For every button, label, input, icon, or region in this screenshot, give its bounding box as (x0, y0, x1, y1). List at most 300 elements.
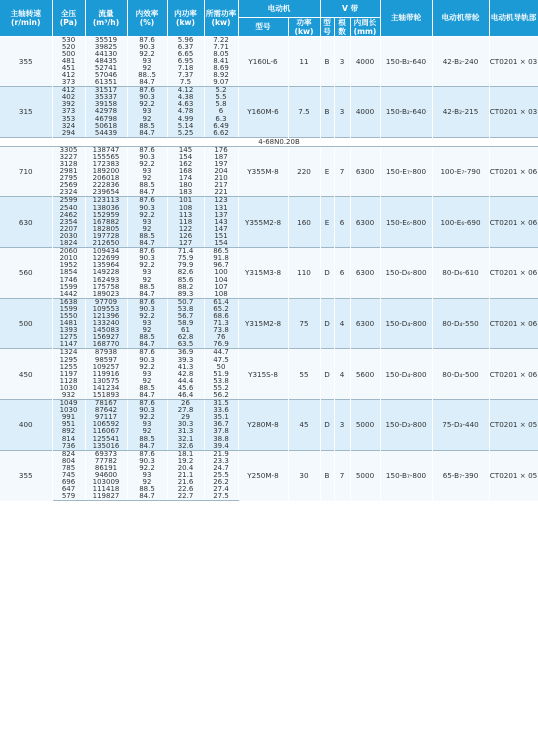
required-power-cell: 137 (204, 212, 238, 219)
internal-power-cell: 4.63 (167, 101, 204, 108)
flow-cell: 151893 (85, 392, 127, 400)
internal-power-cell: 18.1 (167, 450, 204, 458)
flow-cell: 206018 (85, 175, 127, 182)
required-power-cell: 176 (204, 146, 238, 154)
motor-model-cell: Y280M-8 (238, 400, 288, 451)
required-power-cell: 76 (204, 334, 238, 341)
table-row (0, 298, 538, 306)
internal-power-cell: 85.6 (167, 277, 204, 284)
internal-power-cell: 162 (167, 161, 204, 168)
required-power-cell: 154 (204, 240, 238, 248)
pressure-cell: 804 (52, 458, 85, 465)
motor-model-cell: Y250M-8 (238, 450, 288, 501)
spindle-pulley-cell: 150-B₂-640 (380, 36, 432, 87)
efficiency-cell: 87.6 (127, 400, 167, 408)
flow-cell: 103009 (85, 479, 127, 486)
efficiency-cell: 88.5 (127, 334, 167, 341)
vbelt-type-cell: D (320, 248, 334, 299)
flow-cell: 97117 (85, 414, 127, 421)
flow-cell: 111418 (85, 486, 127, 493)
efficiency-cell: 87.6 (127, 349, 167, 357)
required-power-cell: 187 (204, 154, 238, 161)
efficiency-cell: 90.3 (127, 44, 167, 51)
vbelt-type-cell: D (320, 400, 334, 451)
efficiency-cell: 93 (127, 108, 167, 115)
efficiency-cell: 92 (127, 65, 167, 72)
efficiency-cell: 88.5 (127, 486, 167, 493)
flow-cell: 50618 (85, 123, 127, 130)
flow-cell: 52741 (85, 65, 127, 72)
flow-cell: 168770 (85, 341, 127, 349)
table-row (0, 146, 538, 154)
vbelt-count-cell: 4 (334, 298, 350, 349)
flow-cell: 46798 (85, 116, 127, 123)
speed-group (0, 87, 538, 138)
pressure-cell: 2207 (52, 226, 85, 233)
efficiency-cell: 84.7 (127, 392, 167, 400)
required-power-cell: 27.5 (204, 493, 238, 501)
pressure-cell: 2795 (52, 175, 85, 182)
motor-model-cell: Y160M-6 (238, 87, 288, 138)
internal-power-cell: 4.78 (167, 108, 204, 115)
motor-rail-cell: CT0201 × 06 (489, 248, 538, 299)
motor-rail-cell: CT0201 × 06 (489, 197, 538, 248)
motor-power-cell: 75 (288, 298, 320, 349)
internal-power-cell: 22.7 (167, 493, 204, 501)
header-vbelt-count: 根数 (334, 17, 350, 36)
flow-cell: 121396 (85, 313, 127, 320)
motor-pulley-cell: 75-D₃-440 (432, 400, 489, 451)
speed-cell: 400 (0, 400, 52, 451)
internal-power-cell: 50.7 (167, 298, 204, 306)
pressure-cell: 932 (52, 392, 85, 400)
flow-cell: 97709 (85, 298, 127, 306)
efficiency-cell: 90.3 (127, 357, 167, 364)
efficiency-cell: 90.3 (127, 94, 167, 101)
pressure-cell: 824 (52, 450, 85, 458)
required-power-cell: 6 (204, 108, 238, 115)
efficiency-cell: 92.2 (127, 313, 167, 320)
internal-power-cell: 4.99 (167, 116, 204, 123)
spindle-pulley-cell: 150-D₄-800 (380, 349, 432, 400)
header-motor-rail: 电动机导轨部 (489, 0, 538, 36)
pressure-cell: 324 (52, 123, 85, 130)
pressure-cell: 814 (52, 436, 85, 443)
efficiency-cell: 92 (127, 277, 167, 284)
required-power-cell: 6.62 (204, 130, 238, 138)
internal-power-cell: 53.8 (167, 306, 204, 313)
pressure-cell: 1599 (52, 284, 85, 291)
pressure-cell: 1442 (52, 291, 85, 299)
internal-power-cell: 127 (167, 240, 204, 248)
model-note-row (0, 137, 538, 146)
vbelt-length-cell: 4000 (350, 36, 380, 87)
pressure-cell: 1049 (52, 400, 85, 408)
header-motor-power: 功率 (kw) (288, 17, 320, 36)
speed-cell: 355 (0, 36, 52, 87)
efficiency-cell: 84.7 (127, 291, 167, 299)
motor-rail-cell: CT0201 × 06 (489, 146, 538, 197)
header-pressure: 全压 (Pa) (52, 0, 85, 36)
required-power-cell: 55.2 (204, 385, 238, 392)
required-power-cell: 8.92 (204, 72, 238, 79)
flow-cell: 155565 (85, 154, 127, 161)
internal-power-cell: 62.8 (167, 334, 204, 341)
header-vbelt-type: 型号 (320, 17, 334, 36)
internal-power-cell: 30.3 (167, 421, 204, 428)
pressure-cell: 451 (52, 65, 85, 72)
pressure-cell: 696 (52, 479, 85, 486)
flow-cell: 35337 (85, 94, 127, 101)
motor-pulley-cell: 80-D₄-500 (432, 349, 489, 400)
efficiency-cell: 84.7 (127, 341, 167, 349)
flow-cell: 145083 (85, 327, 127, 334)
pressure-cell: 2324 (52, 189, 85, 197)
empty-cell (85, 137, 127, 146)
pressure-cell: 530 (52, 36, 85, 44)
efficiency-cell: 88.5 (127, 385, 167, 392)
vbelt-type-cell: E (320, 197, 334, 248)
vbelt-count-cell: 3 (334, 400, 350, 451)
internal-power-cell: 154 (167, 154, 204, 161)
efficiency-cell: 88.5 (127, 182, 167, 189)
pressure-cell: 991 (52, 414, 85, 421)
pressure-cell: 3305 (52, 146, 85, 154)
pressure-cell: 2462 (52, 212, 85, 219)
table-header (0, 0, 538, 36)
empty-cell (127, 137, 167, 146)
flow-cell: 39825 (85, 44, 127, 51)
internal-power-cell: 122 (167, 226, 204, 233)
efficiency-cell: 84.7 (127, 189, 167, 197)
required-power-cell: 50 (204, 364, 238, 371)
vbelt-length-cell: 6300 (350, 298, 380, 349)
table-row (0, 349, 538, 357)
efficiency-cell: 92.2 (127, 262, 167, 269)
pressure-cell: 353 (52, 116, 85, 123)
internal-power-cell: 20.4 (167, 465, 204, 472)
motor-rail-cell: CT0201 × 06 (489, 349, 538, 400)
pressure-cell: 1030 (52, 407, 85, 414)
required-power-cell: 7.22 (204, 36, 238, 44)
header-flow: 流量 (m³/h) (85, 0, 127, 36)
vbelt-length-cell: 4000 (350, 87, 380, 138)
speed-group (0, 197, 538, 248)
internal-power-cell: 7.18 (167, 65, 204, 72)
required-power-cell: 71.3 (204, 320, 238, 327)
internal-power-cell: 118 (167, 219, 204, 226)
header-efficiency: 内效率 (%) (127, 0, 167, 36)
vbelt-length-cell: 5600 (350, 349, 380, 400)
efficiency-cell: 88.5 (127, 233, 167, 240)
motor-model-cell: Y355M2-8 (238, 197, 288, 248)
internal-power-cell: 61 (167, 327, 204, 334)
flow-cell: 86191 (85, 465, 127, 472)
vbelt-type-cell: B (320, 36, 334, 87)
motor-power-cell: 160 (288, 197, 320, 248)
required-power-cell: 147 (204, 226, 238, 233)
internal-power-cell: 183 (167, 189, 204, 197)
pressure-cell: 1599 (52, 306, 85, 313)
required-power-cell: 73.8 (204, 327, 238, 334)
required-power-cell: 39.4 (204, 443, 238, 451)
internal-power-cell: 145 (167, 146, 204, 154)
empty-cell (52, 137, 85, 146)
efficiency-cell: 93 (127, 58, 167, 65)
internal-power-cell: 22.6 (167, 486, 204, 493)
vbelt-count-cell: 7 (334, 146, 350, 197)
efficiency-cell: 87.6 (127, 298, 167, 306)
pressure-cell: 412 (52, 87, 85, 95)
flow-cell: 78167 (85, 400, 127, 408)
vbelt-type-cell: D (320, 298, 334, 349)
required-power-cell: 65.2 (204, 306, 238, 313)
motor-model-cell: Y315M3-8 (238, 248, 288, 299)
motor-model-cell: Y315M2-8 (238, 298, 288, 349)
efficiency-cell: 92.2 (127, 364, 167, 371)
motor-pulley-cell: 100-E₇-790 (432, 146, 489, 197)
internal-power-cell: 21.6 (167, 479, 204, 486)
empty-cell (380, 137, 432, 146)
vbelt-type-cell: E (320, 146, 334, 197)
flow-cell: 69373 (85, 450, 127, 458)
pressure-cell: 1393 (52, 327, 85, 334)
pressure-cell: 373 (52, 108, 85, 115)
flow-cell: 39158 (85, 101, 127, 108)
flow-cell: 156927 (85, 334, 127, 341)
efficiency-cell: 92 (127, 479, 167, 486)
flow-cell: 35519 (85, 36, 127, 44)
efficiency-cell: 84.7 (127, 79, 167, 87)
efficiency-cell: 92 (127, 226, 167, 233)
header-internal-power: 内功率 (kw) (167, 0, 204, 36)
required-power-cell: 25.5 (204, 472, 238, 479)
efficiency-cell: 93 (127, 168, 167, 175)
required-power-cell: 36.7 (204, 421, 238, 428)
flow-cell: 182805 (85, 226, 127, 233)
efficiency-cell: 93 (127, 269, 167, 276)
required-power-cell: 107 (204, 284, 238, 291)
vbelt-count-cell: 3 (334, 87, 350, 138)
internal-power-cell: 5.25 (167, 130, 204, 138)
pressure-cell: 2540 (52, 205, 85, 212)
speed-group (0, 400, 538, 451)
required-power-cell: 53.8 (204, 378, 238, 385)
speed-cell: 450 (0, 349, 52, 400)
flow-cell: 116067 (85, 428, 127, 435)
vbelt-length-cell: 6300 (350, 248, 380, 299)
required-power-cell: 96.7 (204, 262, 238, 269)
motor-pulley-cell: 80-D₄-550 (432, 298, 489, 349)
motor-rail-cell: CT0201 × 03 (489, 36, 538, 87)
speed-group (0, 298, 538, 349)
internal-power-cell: 42.8 (167, 371, 204, 378)
pressure-cell: 373 (52, 79, 85, 87)
vbelt-type-cell: D (320, 349, 334, 400)
pressure-cell: 1638 (52, 298, 85, 306)
flow-cell: 94600 (85, 472, 127, 479)
speed-cell: 560 (0, 248, 52, 299)
speed-cell: 630 (0, 197, 52, 248)
internal-power-cell: 168 (167, 168, 204, 175)
motor-rail-cell: CT0201 × 03 (489, 87, 538, 138)
pressure-cell: 1854 (52, 269, 85, 276)
pressure-cell: 294 (52, 130, 85, 138)
required-power-cell: 151 (204, 233, 238, 240)
spindle-pulley-cell: 150-B₂-640 (380, 87, 432, 138)
flow-cell: 57046 (85, 72, 127, 79)
motor-power-cell: 7.5 (288, 87, 320, 138)
pressure-cell: 2010 (52, 255, 85, 262)
efficiency-cell: 93 (127, 219, 167, 226)
pressure-cell: 1746 (52, 277, 85, 284)
internal-power-cell: 56.7 (167, 313, 204, 320)
efficiency-cell: 87.6 (127, 197, 167, 205)
header-vbelt-length: 内周长 (mm) (350, 17, 380, 36)
motor-pulley-cell: 100-E₆-690 (432, 197, 489, 248)
flow-cell: 109434 (85, 248, 127, 256)
efficiency-cell: 90.3 (127, 154, 167, 161)
internal-power-cell: 89.3 (167, 291, 204, 299)
pressure-cell: 1275 (52, 334, 85, 341)
flow-cell: 106592 (85, 421, 127, 428)
required-power-cell: 197 (204, 161, 238, 168)
flow-cell: 54439 (85, 130, 127, 138)
pressure-cell: 1147 (52, 341, 85, 349)
internal-power-cell: 180 (167, 182, 204, 189)
pressure-cell: 1255 (52, 364, 85, 371)
internal-power-cell: 126 (167, 233, 204, 240)
internal-power-cell: 19.2 (167, 458, 204, 465)
efficiency-cell: 84.7 (127, 130, 167, 138)
internal-power-cell: 44.4 (167, 378, 204, 385)
required-power-cell: 26.2 (204, 479, 238, 486)
internal-power-cell: 5.14 (167, 123, 204, 130)
flow-cell: 239654 (85, 189, 127, 197)
required-power-cell: 204 (204, 168, 238, 175)
internal-power-cell: 79.9 (167, 262, 204, 269)
internal-power-cell: 45.6 (167, 385, 204, 392)
required-power-cell: 37.8 (204, 428, 238, 435)
header-required-power: 所需功率 (kw) (204, 0, 238, 36)
header-motor: 电动机 (238, 0, 320, 17)
internal-power-cell: 113 (167, 212, 204, 219)
required-power-cell: 8.69 (204, 65, 238, 72)
pressure-cell: 1324 (52, 349, 85, 357)
internal-power-cell: 6.65 (167, 51, 204, 58)
required-power-cell: 108 (204, 291, 238, 299)
required-power-cell: 5.5 (204, 94, 238, 101)
motor-power-cell: 45 (288, 400, 320, 451)
internal-power-cell: 58.9 (167, 320, 204, 327)
flow-cell: 197728 (85, 233, 127, 240)
pressure-cell: 1197 (52, 371, 85, 378)
internal-power-cell: 174 (167, 175, 204, 182)
empty-cell (0, 137, 52, 146)
flow-cell: 77782 (85, 458, 127, 465)
table-row (0, 197, 538, 205)
vbelt-length-cell: 5000 (350, 450, 380, 501)
speed-group (0, 146, 538, 197)
pressure-cell: 785 (52, 465, 85, 472)
vbelt-count-cell: 7 (334, 450, 350, 501)
flow-cell: 149228 (85, 269, 127, 276)
empty-cell (167, 137, 204, 146)
internal-power-cell: 46.4 (167, 392, 204, 400)
flow-cell: 125541 (85, 436, 127, 443)
required-power-cell: 5.8 (204, 101, 238, 108)
flow-cell: 61351 (85, 79, 127, 87)
pressure-cell: 2981 (52, 168, 85, 175)
pressure-cell: 579 (52, 493, 85, 501)
flow-cell: 189023 (85, 291, 127, 299)
flow-cell: 123113 (85, 197, 127, 205)
required-power-cell: 27.4 (204, 486, 238, 493)
internal-power-cell: 75.9 (167, 255, 204, 262)
header-speed: 主轴转速 (r/min) (0, 0, 52, 36)
flow-cell: 31517 (85, 87, 127, 95)
required-power-cell: 131 (204, 205, 238, 212)
motor-model-cell: Y315S-8 (238, 349, 288, 400)
speed-group (0, 248, 538, 299)
efficiency-cell: 93 (127, 421, 167, 428)
pressure-cell: 2354 (52, 219, 85, 226)
motor-rail-cell: CT0201 × 05 (489, 450, 538, 501)
required-power-cell: 91.8 (204, 255, 238, 262)
internal-power-cell: 21.1 (167, 472, 204, 479)
flow-cell: 48435 (85, 58, 127, 65)
table-row (0, 36, 538, 44)
required-power-cell: 7.71 (204, 44, 238, 51)
efficiency-cell: 92.2 (127, 465, 167, 472)
speed-cell: 710 (0, 146, 52, 197)
efficiency-cell: 92.2 (127, 414, 167, 421)
flow-cell: 138747 (85, 146, 127, 154)
pressure-cell: 1824 (52, 240, 85, 248)
required-power-cell: 47.5 (204, 357, 238, 364)
vbelt-length-cell: 5000 (350, 400, 380, 451)
vbelt-count-cell: 6 (334, 197, 350, 248)
required-power-cell: 9.07 (204, 79, 238, 87)
pressure-cell: 520 (52, 44, 85, 51)
vbelt-count-cell: 3 (334, 36, 350, 87)
spindle-pulley-cell: 150-E₆-800 (380, 197, 432, 248)
motor-power-cell: 11 (288, 36, 320, 87)
spindle-pulley-cell: 150-D₃-800 (380, 400, 432, 451)
required-power-cell: 6.49 (204, 123, 238, 130)
vbelt-count-cell: 4 (334, 349, 350, 400)
flow-cell: 109257 (85, 364, 127, 371)
vbelt-length-cell: 6300 (350, 146, 380, 197)
header-vbelt: V 带 (320, 0, 380, 17)
required-power-cell: 68.6 (204, 313, 238, 320)
empty-cell (320, 137, 334, 146)
pressure-cell: 2569 (52, 182, 85, 189)
required-power-cell: 217 (204, 182, 238, 189)
required-power-cell: 33.6 (204, 407, 238, 414)
required-power-cell: 44.7 (204, 349, 238, 357)
speed-group (0, 450, 538, 501)
efficiency-cell: 90.3 (127, 306, 167, 313)
empty-cell (204, 137, 238, 146)
empty-cell (489, 137, 538, 146)
pressure-cell: 647 (52, 486, 85, 493)
empty-cell (350, 137, 380, 146)
empty-cell (432, 137, 489, 146)
internal-power-cell: 6.95 (167, 58, 204, 65)
pressure-cell: 745 (52, 472, 85, 479)
pressure-cell: 1952 (52, 262, 85, 269)
